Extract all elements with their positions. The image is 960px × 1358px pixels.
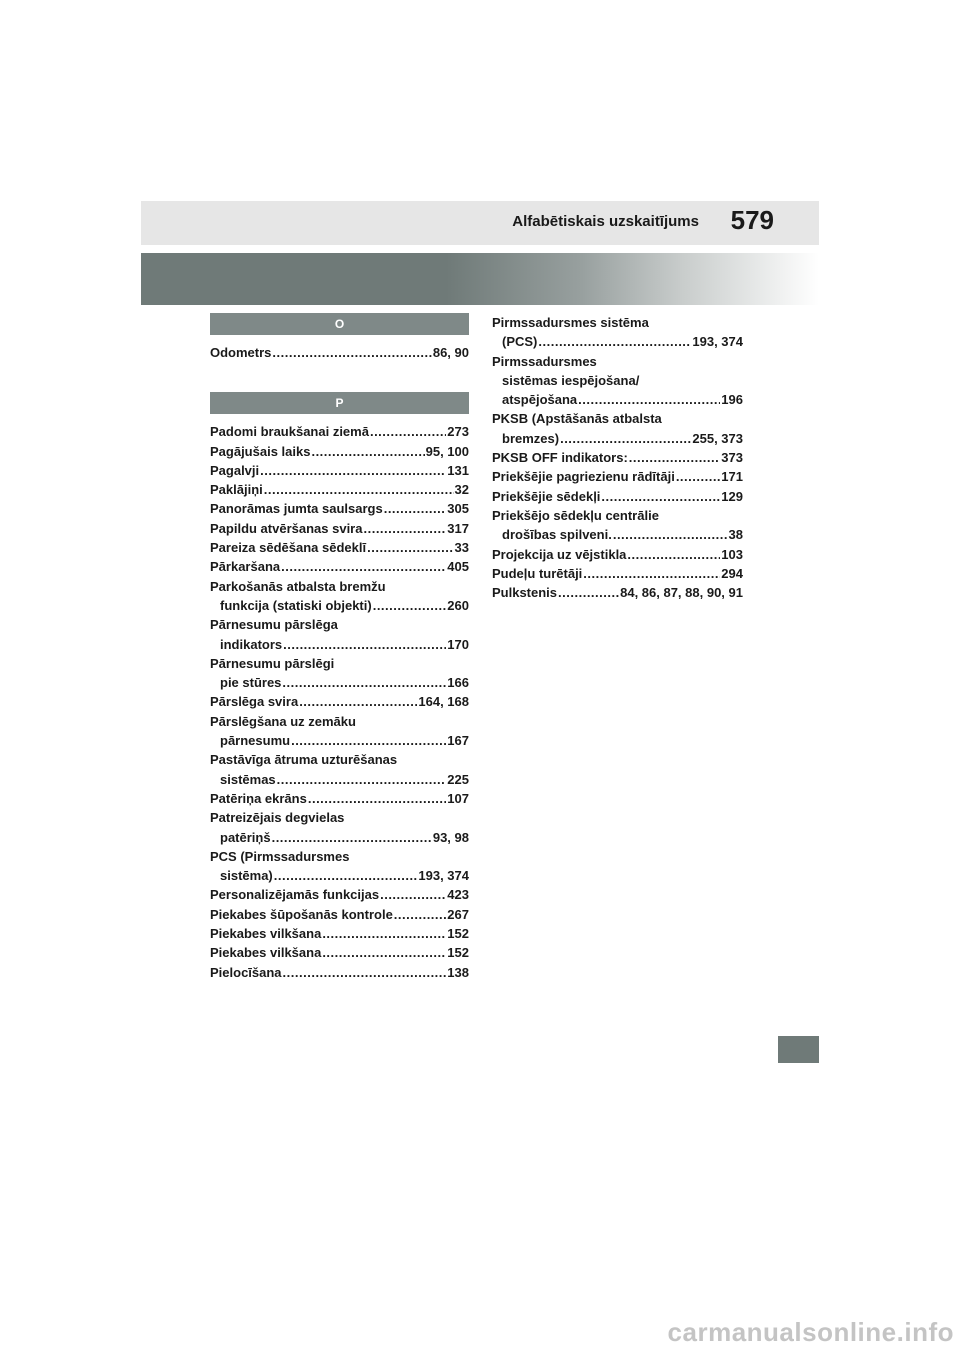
index-entry-pages: 152 bbox=[447, 926, 469, 942]
index-entry-pages: 260 bbox=[447, 597, 469, 613]
index-entry-line bbox=[210, 924, 469, 943]
index-entry-text: Priekšējie sēdekļi bbox=[492, 488, 601, 504]
index-entry-pages: 423 bbox=[447, 887, 469, 903]
index-entry-line bbox=[210, 557, 469, 576]
index-entry-pages: 131 bbox=[447, 462, 469, 478]
index-entry-pages: 305 bbox=[447, 501, 469, 517]
index-entry-line bbox=[210, 673, 469, 692]
dot-leader bbox=[282, 673, 446, 692]
index-entry-pages: 38 bbox=[728, 527, 743, 543]
index-entry-pages: 267 bbox=[447, 906, 469, 922]
dot-leader bbox=[272, 343, 431, 362]
dot-leader bbox=[394, 905, 447, 924]
dot-leader bbox=[613, 525, 728, 544]
dot-leader bbox=[601, 487, 720, 506]
index-entry bbox=[210, 847, 469, 886]
index-entry-text: Piekabes šūpošanās kontrole bbox=[210, 906, 393, 922]
index-entry-line bbox=[492, 467, 743, 486]
index-entry bbox=[210, 750, 469, 789]
index-entry bbox=[210, 924, 469, 943]
index-entry-text: Pārslēga svira bbox=[210, 694, 299, 710]
index-entry-text: sistēmas bbox=[220, 771, 276, 787]
index-entry-text: Piekabes vilkšana bbox=[210, 926, 322, 942]
header-band bbox=[141, 201, 819, 245]
index-entry-pages: 196 bbox=[721, 392, 743, 408]
section-thumb-tab bbox=[778, 1036, 819, 1063]
index-entry-line bbox=[210, 885, 469, 904]
index-entry bbox=[210, 712, 469, 751]
index-entry-text: Pārnesumu pārslēga bbox=[210, 617, 338, 633]
index-entry bbox=[210, 789, 469, 808]
index-entry-pages: 225 bbox=[447, 771, 469, 787]
index-entry-text: pārnesumu bbox=[220, 733, 291, 749]
index-entry-line bbox=[210, 828, 469, 847]
index-entry-text: PKSB OFF indikators: bbox=[492, 450, 628, 466]
dot-leader bbox=[322, 943, 446, 962]
dot-leader bbox=[384, 499, 447, 518]
index-entry-text: patēriņš bbox=[220, 829, 271, 845]
index-entry-pages: 294 bbox=[721, 565, 743, 581]
index-entry bbox=[210, 615, 469, 654]
index-entry bbox=[210, 461, 469, 480]
index-entry bbox=[492, 583, 743, 602]
section-letter-header: O bbox=[210, 313, 469, 335]
index-entry-pages: 255, 373 bbox=[692, 430, 743, 446]
dot-leader bbox=[283, 963, 447, 982]
index-entry-pages: 317 bbox=[447, 520, 469, 536]
index-entry-text: Pagalvji bbox=[210, 462, 260, 478]
index-entry-pages: 152 bbox=[447, 945, 469, 961]
dot-leader bbox=[373, 596, 447, 615]
index-entry-pages: 129 bbox=[721, 488, 743, 504]
index-entry-line bbox=[492, 313, 743, 332]
index-entry bbox=[210, 480, 469, 499]
index-entry-text: Piekabes vilkšana bbox=[210, 945, 322, 961]
index-entry-line bbox=[210, 712, 469, 731]
index-entry-line bbox=[492, 487, 743, 506]
header-title: Alfabētiskais uzskaitījums bbox=[512, 213, 699, 230]
index-entry bbox=[492, 313, 743, 352]
index-entry-line bbox=[492, 583, 743, 602]
index-entry-pages: 32 bbox=[454, 482, 469, 498]
index-entry-line bbox=[492, 564, 743, 583]
index-entry-line bbox=[210, 789, 469, 808]
index-entry-text: Pirmssadursmes sistēma bbox=[492, 315, 649, 330]
index-entry-line bbox=[210, 519, 469, 538]
index-entry bbox=[210, 654, 469, 693]
index-entry bbox=[210, 422, 469, 441]
index-entry bbox=[210, 557, 469, 576]
index-entry-line bbox=[492, 506, 743, 525]
index-entry bbox=[210, 343, 469, 362]
index-entry bbox=[210, 692, 469, 711]
decorative-gradient-bar bbox=[141, 253, 819, 305]
index-entry-text: drošības spilveni. bbox=[502, 527, 612, 543]
section-letter-header: P bbox=[210, 392, 469, 414]
index-entry-text: Pielocīšana bbox=[210, 964, 282, 980]
index-entry-pages: 33 bbox=[454, 540, 469, 556]
index-entry-pages: 273 bbox=[447, 424, 469, 440]
index-entry-pages: 164, 168 bbox=[418, 694, 469, 710]
dot-leader bbox=[281, 557, 446, 576]
index-entry-text: pie stūres bbox=[220, 675, 282, 691]
index-entry bbox=[210, 905, 469, 924]
dot-leader bbox=[629, 448, 721, 467]
index-entry-pages: 405 bbox=[447, 559, 469, 575]
dot-leader bbox=[363, 519, 446, 538]
dot-leader bbox=[578, 390, 720, 409]
index-entry-text: (PCS) bbox=[502, 334, 538, 350]
index-entry bbox=[492, 564, 743, 583]
index-column-left bbox=[210, 313, 469, 982]
index-entry-text: Papildu atvēršanas svira bbox=[210, 520, 363, 536]
header-gap bbox=[210, 414, 469, 422]
index-entry bbox=[492, 409, 743, 448]
index-entry-text: sistēma) bbox=[220, 868, 273, 884]
index-entry-text: Padomi braukšanai ziemā bbox=[210, 424, 369, 440]
index-entry bbox=[210, 963, 469, 982]
index-entry-line bbox=[210, 905, 469, 924]
index-entry-text: PCS (Pirmssadursmes bbox=[210, 848, 350, 864]
index-entry-text: Paklājiņi bbox=[210, 482, 263, 498]
index-entry-pages: 93, 98 bbox=[432, 829, 469, 845]
index-entry-line bbox=[492, 545, 743, 564]
index-entry-text: indikators bbox=[220, 636, 283, 652]
index-entry-line bbox=[210, 963, 469, 982]
index-entry-line bbox=[210, 635, 469, 654]
index-entry-line bbox=[210, 577, 469, 596]
index-entry-line bbox=[210, 731, 469, 750]
index-entry bbox=[210, 885, 469, 904]
dot-leader bbox=[308, 789, 446, 808]
header-gap bbox=[210, 335, 469, 343]
index-entry-text: funkcija (statiski objekti) bbox=[220, 597, 372, 613]
index-entry bbox=[492, 545, 743, 564]
index-entry-pages: 373 bbox=[721, 450, 743, 466]
index-entry-pages: 170 bbox=[447, 636, 469, 652]
index-entry-text: Odometrs bbox=[210, 345, 272, 360]
dot-leader bbox=[370, 422, 446, 441]
dot-leader bbox=[322, 924, 446, 943]
index-entry-line bbox=[210, 422, 469, 441]
index-entry-pages: 167 bbox=[447, 733, 469, 749]
index-entry-line bbox=[492, 390, 743, 409]
index-entry-line bbox=[210, 499, 469, 518]
index-entry-line bbox=[492, 525, 743, 544]
index-entry-line bbox=[210, 343, 469, 362]
index-entry-text: Patēriņa ekrāns bbox=[210, 790, 307, 806]
index-entry-line bbox=[210, 442, 469, 461]
dot-leader bbox=[380, 885, 446, 904]
index-entry bbox=[210, 538, 469, 557]
index-entry-text: Pārnesumu pārslēgi bbox=[210, 655, 335, 671]
index-entry-line bbox=[210, 461, 469, 480]
index-entry-text: sistēmas iespējošana/ bbox=[502, 372, 640, 388]
dot-leader bbox=[676, 467, 720, 486]
index-entry-line bbox=[210, 538, 469, 557]
dot-leader bbox=[627, 545, 720, 564]
index-entry-text: Parkošanās atbalsta bremžu bbox=[210, 578, 386, 594]
index-entry-text: Pudeļu turētāji bbox=[492, 565, 583, 581]
index-entry bbox=[492, 467, 743, 486]
index-entry-pages: 193, 374 bbox=[418, 868, 469, 884]
dot-leader bbox=[260, 461, 446, 480]
index-entry-text: Pārslēgšana uz zemāku bbox=[210, 713, 356, 729]
index-entry-pages: 138 bbox=[447, 964, 469, 980]
dot-leader bbox=[583, 564, 720, 583]
index-entry-line bbox=[492, 409, 743, 428]
index-entry-text: Personalizējamās funkcijas bbox=[210, 887, 380, 903]
index-column-right bbox=[492, 313, 743, 602]
index-entry-pages: 171 bbox=[721, 469, 743, 485]
index-entry-line bbox=[492, 352, 743, 371]
dot-leader bbox=[264, 480, 454, 499]
index-entry-line bbox=[492, 371, 743, 390]
index-entry-text: Patreizējais degvielas bbox=[210, 810, 345, 826]
index-entry-text: PKSB (Apstāšanās atbalsta bbox=[492, 411, 662, 427]
index-entry-line bbox=[492, 429, 743, 448]
index-entry bbox=[492, 448, 743, 467]
index-entry-text: Panorāmas jumta saulsargs bbox=[210, 501, 383, 517]
dot-leader bbox=[538, 332, 691, 351]
index-entry bbox=[492, 506, 743, 545]
dot-leader bbox=[558, 583, 619, 602]
index-entry-line bbox=[492, 448, 743, 467]
dot-leader bbox=[560, 429, 691, 448]
index-entry-text: Pagājušais laiks bbox=[210, 443, 311, 459]
index-entry-line bbox=[210, 692, 469, 711]
section-gap bbox=[210, 362, 469, 392]
index-entry-line bbox=[210, 808, 469, 827]
index-entry bbox=[210, 808, 469, 847]
index-entry-pages: 86, 90 bbox=[432, 345, 469, 360]
index-entry-line bbox=[210, 615, 469, 634]
index-entry-text: Priekšējo sēdekļu centrālie bbox=[492, 507, 659, 523]
watermark: carmanualsonline.info bbox=[667, 1317, 954, 1347]
index-entry-text: bremzes) bbox=[502, 430, 560, 446]
dot-leader bbox=[274, 866, 418, 885]
dot-leader bbox=[283, 635, 446, 654]
index-entry-text: Pārkaršana bbox=[210, 559, 281, 575]
index-entry bbox=[492, 352, 743, 410]
index-entry bbox=[210, 577, 469, 616]
dot-leader bbox=[299, 692, 417, 711]
index-entry-text: Projekcija uz vējstikla bbox=[492, 546, 627, 562]
index-entry bbox=[492, 487, 743, 506]
index-entry-line bbox=[210, 480, 469, 499]
index-entry-text: Priekšējie pagriezienu rādītāji bbox=[492, 469, 675, 485]
index-entry bbox=[210, 499, 469, 518]
index-entry bbox=[210, 442, 469, 461]
index-entry-text: Pulkstenis bbox=[492, 585, 558, 601]
index-entry-pages: 166 bbox=[447, 675, 469, 691]
index-entry-text: Pirmssadursmes bbox=[492, 353, 597, 369]
index-entry-pages: 103 bbox=[721, 546, 743, 562]
index-entry-pages: 84, 86, 87, 88, 90, 91 bbox=[620, 585, 743, 601]
index-entry-pages: 107 bbox=[447, 790, 469, 806]
index-entry-line bbox=[210, 654, 469, 673]
index-entry-line bbox=[210, 770, 469, 789]
index-entry-line bbox=[210, 943, 469, 962]
dot-leader bbox=[272, 828, 432, 847]
dot-leader bbox=[291, 731, 446, 750]
index-entry bbox=[210, 943, 469, 962]
dot-leader bbox=[367, 538, 453, 557]
index-entry-line bbox=[210, 596, 469, 615]
page-number: 579 bbox=[730, 205, 774, 235]
index-entry-line bbox=[492, 332, 743, 351]
index-entry-line bbox=[210, 750, 469, 769]
index-entry-line bbox=[210, 847, 469, 866]
index-entry-text: Pastāvīga ātruma uzturēšanas bbox=[210, 752, 398, 768]
index-entry-line bbox=[210, 866, 469, 885]
index-entry-pages: 95, 100 bbox=[425, 443, 469, 459]
dot-leader bbox=[277, 770, 447, 789]
index-entry-pages: 193, 374 bbox=[692, 334, 743, 350]
index-entry-text: Pareiza sēdēšana sēdeklī bbox=[210, 540, 367, 556]
index-entry bbox=[210, 519, 469, 538]
index-entry-text: atspējošana bbox=[502, 392, 578, 408]
dot-leader bbox=[311, 442, 424, 461]
